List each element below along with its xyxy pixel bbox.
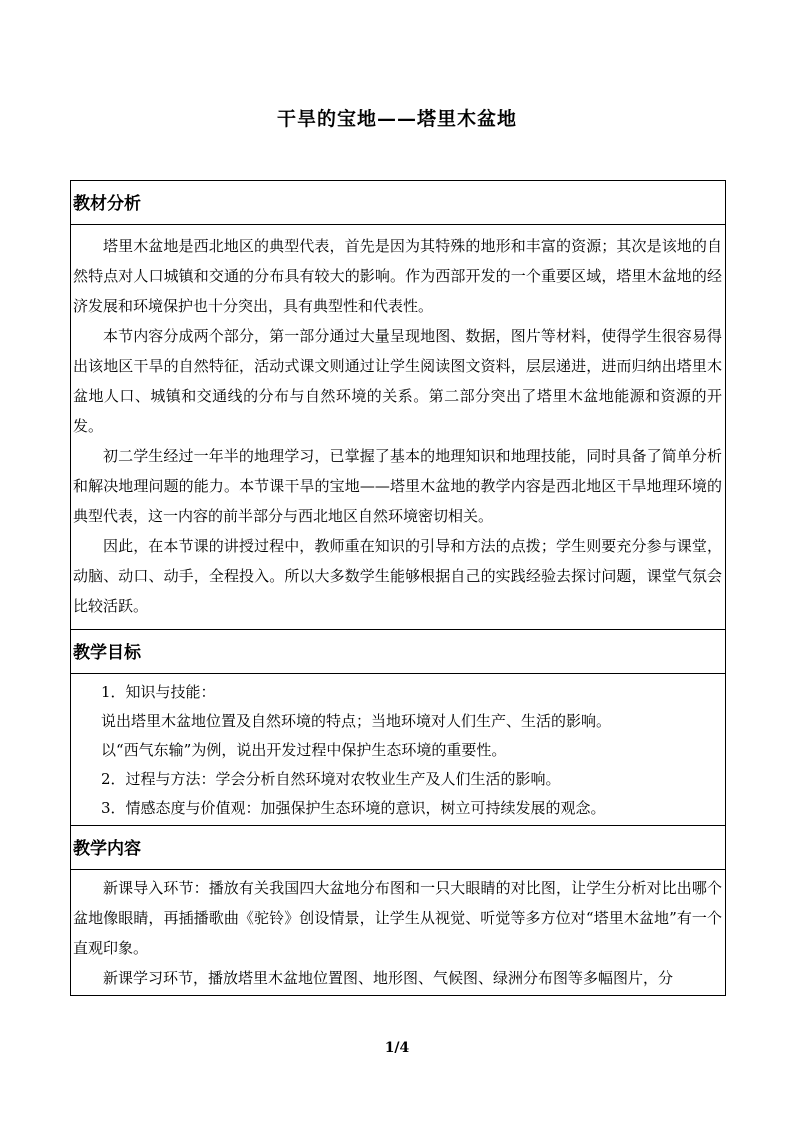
paragraph: 初二学生经过一年半的地理学习，已掌握了基本的地理知识和地理技能，同时具备了简单分析和解决地理问题的能力。本节课干旱的宝地——塔里木盆地的教学内容是西北地区干旱地理环境的典型代表，这一内容的前半部分与西北地区自然环境密切相关。: [73, 447, 722, 525]
section-body-content: [71, 870, 726, 996]
page-number: 1/4: [384, 1040, 410, 1056]
objective-line: 以“西气东输”为例，说出开发过程中保护生态环境的重要性。: [101, 741, 507, 759]
objective-line: 3．情感态度与价值观：加强保护生态环境的意识，树立可持续发展的观念。: [101, 799, 606, 817]
section-heading-analysis: 教材分析: [71, 181, 726, 225]
document-title: 干旱的宝地——塔里木盆地: [276, 108, 517, 130]
section-heading-objectives: 教学目标: [71, 630, 726, 674]
paragraph: 新课导入环节：播放有关我国四大盆地分布图和一只大眼睛的对比图，让学生分析对比出哪个盆地像眼睛，再插播歌曲《驼铃》创设情景，让学生从视觉、听觉等多方位对“塔里木盆地”有一个直观印象。: [73, 879, 722, 957]
paragraph: 本节内容分成两个部分，第一部分通过大量呈现地图、数据，图片等材料，使得学生很容易得出该地区干旱的自然特征，活动式课文则通过让学生阅读图文资料，层层递进，进而归纳出塔里木盆地人口、城镇和交通线的分布与自然环境的关系。第二部分突出了塔里木盆地能源和资源的开发。: [73, 327, 722, 435]
section-body-objectives: [71, 674, 726, 826]
paragraph: 因此，在本节课的讲授过程中，教师重在知识的引导和方法的点拨；学生则要充分参与课堂，动脑、动口、动手，全程投入。所以大多数学生能够根据自己的实践经验去探讨问题，课堂气氛会比较活跃。: [73, 537, 722, 615]
paragraph: 塔里木盆地是西北地区的典型代表，首先是因为其特殊的地形和丰富的资源；其次是该地的自然特点对人口城镇和交通的分布具有较大的影响。作为西部开发的一个重要区域，塔里木盆地的经济发展和环境保护也十分突出，具有典型性和代表性。: [73, 237, 722, 315]
paragraph: 新课学习环节，播放塔里木盆地位置图、地形图、气候图、绿洲分布图等多幅图片，分: [103, 969, 674, 987]
objective-line: 说出塔里木盆地位置及自然环境的特点；当地环境对人们生产、生活的影响。: [101, 712, 612, 730]
lesson-plan-table: [70, 180, 726, 996]
objective-line: 1．知识与技能：: [101, 683, 216, 701]
section-heading-content: 教学内容: [71, 826, 726, 870]
objective-line: 2．过程与方法：学会分析自然环境对农牧业生产及人们生活的影响。: [101, 770, 561, 788]
section-body-analysis: [71, 225, 726, 630]
